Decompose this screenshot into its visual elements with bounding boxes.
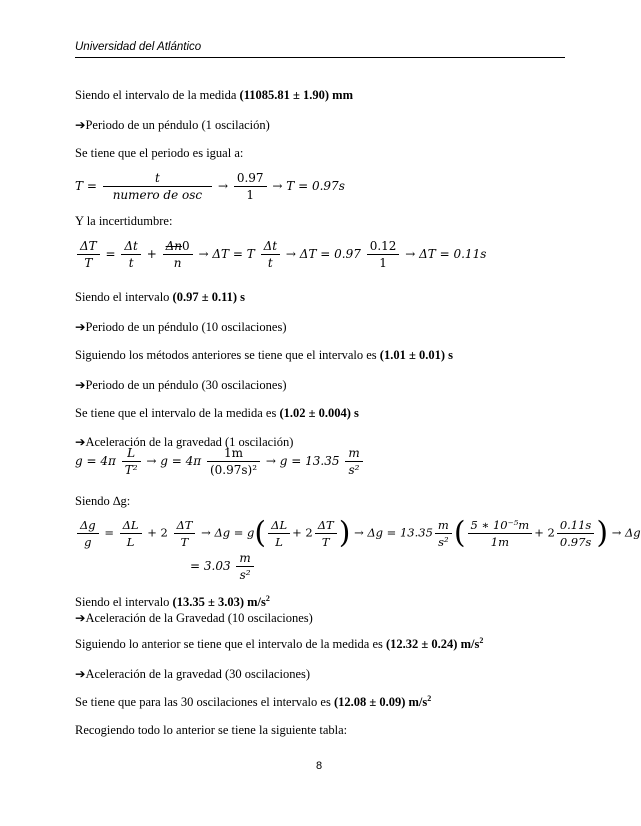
fraction [120,518,142,549]
denominator: t [128,256,134,270]
section-heading-gravedad-10 [75,610,313,626]
arrow-icon: ➔ [75,610,86,625]
numerator: Δt [261,239,281,255]
numerator: L [122,446,141,462]
value-bold: (0.97 ± 0.11) s [172,290,246,304]
eq-term: Δg = 13.35 [367,525,433,540]
text: Periodo de un péndulo (10 oscilaciones) [85,320,287,334]
text: Siendo el intervalo [75,595,173,610]
numerator: t [103,171,212,187]
arrow: → [354,525,364,540]
fraction [121,239,141,270]
left-paren: ( [453,515,466,551]
denominator: 1 [246,188,255,202]
numerator: ΔT [77,239,100,255]
numerator: 0.11s [557,518,595,534]
fraction [174,518,196,549]
arrow-icon: ➔ [75,117,86,132]
text: Aceleración de la Gravedad (10 oscilaciones) [85,611,313,625]
numerator: ΔL [268,518,290,534]
numerator: m [435,518,452,534]
value-bold: (1.02 ± 0.004) s [279,406,359,420]
fraction [163,239,193,270]
fraction [367,239,400,270]
fraction [261,239,281,270]
arrow: → [198,247,209,261]
arrow-icon: ➔ [75,377,86,392]
fraction [234,171,267,202]
superscript: 2 [479,636,484,645]
denominator: 0.97s [559,535,592,549]
fraction [236,551,253,582]
numerator: ΔT [174,518,196,534]
fraction [435,518,452,549]
eq-term: g = 13.35 [279,454,340,468]
arrow: → [217,179,229,193]
equation-gravity [75,446,365,477]
value-bold: (12.32 ± 0.24) m/s [386,637,480,652]
eq-lhs: g = 4π [75,454,116,468]
right-paren: ) [338,515,351,551]
fraction [122,446,141,477]
eq-rhs: ΔT = 0.11s [419,247,487,261]
denominator: n [173,256,182,270]
fraction [468,518,533,549]
equals: = [105,247,116,261]
numerator: 5 ∗ 10⁻⁵m [468,518,533,534]
denominator: T [321,535,330,549]
text: Aceleración de la gravedad (30 oscilaciones) [85,667,311,681]
section-heading-periodo-30 [75,377,286,393]
eq-rhs: Δg [625,525,641,540]
denominator: L [126,535,135,549]
numerator: ΔL [120,518,142,534]
eq-rhs: T = 0.97s [286,179,345,193]
equation-delta-g-result [190,551,256,582]
plus-two: + 2 [147,525,168,540]
fraction [103,171,212,202]
eq-term: = 3.03 [190,559,231,573]
denominator: s² [239,568,251,582]
numerator: 1m [207,446,260,462]
section-heading-periodo-1 [75,117,270,133]
numerator: m [236,551,253,567]
numerator [163,239,193,255]
arrow-icon: ➔ [75,319,86,334]
value-bold: (12.08 ± 0.09) m/s [333,695,428,710]
arrow: → [272,179,283,193]
plus-two: + 2 [534,525,555,540]
paragraph: Y la incertidumbre: [75,214,173,228]
numerator: Δt [121,239,141,255]
text: Periodo de un péndulo (30 oscilaciones) [85,378,287,392]
equation-uncertainty [75,239,486,270]
text: Aceleración de la gravedad (1 oscilación) [85,435,294,449]
denominator: s² [348,463,360,477]
left-paren: ( [254,515,267,551]
denominator: t [267,256,273,270]
paragraph-interval-g10 [75,636,483,652]
text: Siguiendo los métodos anteriores se tiene que el intervalo es [75,348,380,362]
fraction [77,518,99,549]
arrow: → [201,525,211,540]
numerator: m [345,446,362,462]
arrow: → [146,454,157,468]
fraction [77,239,100,270]
plus-two: + 2 [292,525,313,540]
zero: 0 [182,239,190,253]
numerator: 0.97 [234,171,267,187]
denominator: L [275,535,283,549]
fraction [268,518,290,549]
paragraph: Siendo ∆g: [75,494,131,508]
numerator: ΔT [315,518,337,534]
text: Se tiene que el intervalo de la medida es [75,406,280,420]
paragraph-interval-30 [75,406,359,421]
eq-lhs: T = [75,179,97,193]
paragraph: Se tiene que el periodo es igual a: [75,146,244,160]
text: Siguiendo lo anterior se tiene que el intervalo de la medida es [75,637,387,652]
page-number: 8 [315,760,323,772]
text: Siendo el intervalo de la medida [75,88,240,102]
numerator: Δg [77,518,99,534]
numerator: 0.12 [367,239,400,255]
denominator: T² [124,463,138,477]
arrow: → [285,247,296,261]
value-bold: (11085.81 ± 1.90) mm [239,88,353,102]
arrow-icon: ➔ [75,434,86,449]
paragraph-interval-g1 [75,594,270,610]
denominator: 1m [490,535,509,549]
arrow: → [611,525,622,540]
page-header: Universidad del Atlántico [75,41,565,58]
fraction [315,518,337,549]
value-bold: (1.01 ± 0.01) s [379,348,453,362]
denominator: (0.97s)² [209,463,258,477]
struck-term: Δn [165,239,183,253]
section-heading-periodo-10 [75,319,286,335]
superscript: 2 [265,594,270,603]
text: Periodo de un péndulo (1 oscilación) [85,118,270,132]
denominator: g [84,535,92,549]
equation-delta-g [75,515,641,551]
arrow: → [265,454,276,468]
text: Siendo el intervalo [75,290,173,304]
value-bold: (13.35 ± 3.03) m/s [172,595,266,610]
arrow: → [405,247,416,261]
superscript: 2 [427,694,432,703]
denominator: T [180,535,189,549]
fraction [557,518,595,549]
paragraph: Recogiendo todo lo anterior se tiene la siguiente tabla: [75,723,348,737]
denominator: 1 [379,256,387,270]
fraction [345,446,362,477]
denominator: T [84,256,93,270]
right-paren: ) [596,515,609,551]
paragraph-measure-interval [75,88,353,103]
denominator: s² [438,535,449,549]
equals: = [104,525,114,540]
arrow-icon: ➔ [75,666,86,681]
fraction [207,446,260,477]
denominator: numero de osc [112,188,203,202]
eq-term: ΔT = T [212,247,255,261]
eq-term: ΔT = 0.97 [299,247,361,261]
section-heading-gravedad-30 [75,666,310,682]
paragraph-interval-1 [75,290,245,305]
equation-period [75,171,345,202]
paragraph-interval-10 [75,348,453,363]
plus: + [146,247,157,261]
paragraph-interval-g30 [75,694,431,710]
text: Se tiene que para las 30 oscilaciones el intervalo es [75,695,334,710]
eq-term: g = 4π [160,454,202,468]
eq-term: Δg = g [214,525,255,540]
